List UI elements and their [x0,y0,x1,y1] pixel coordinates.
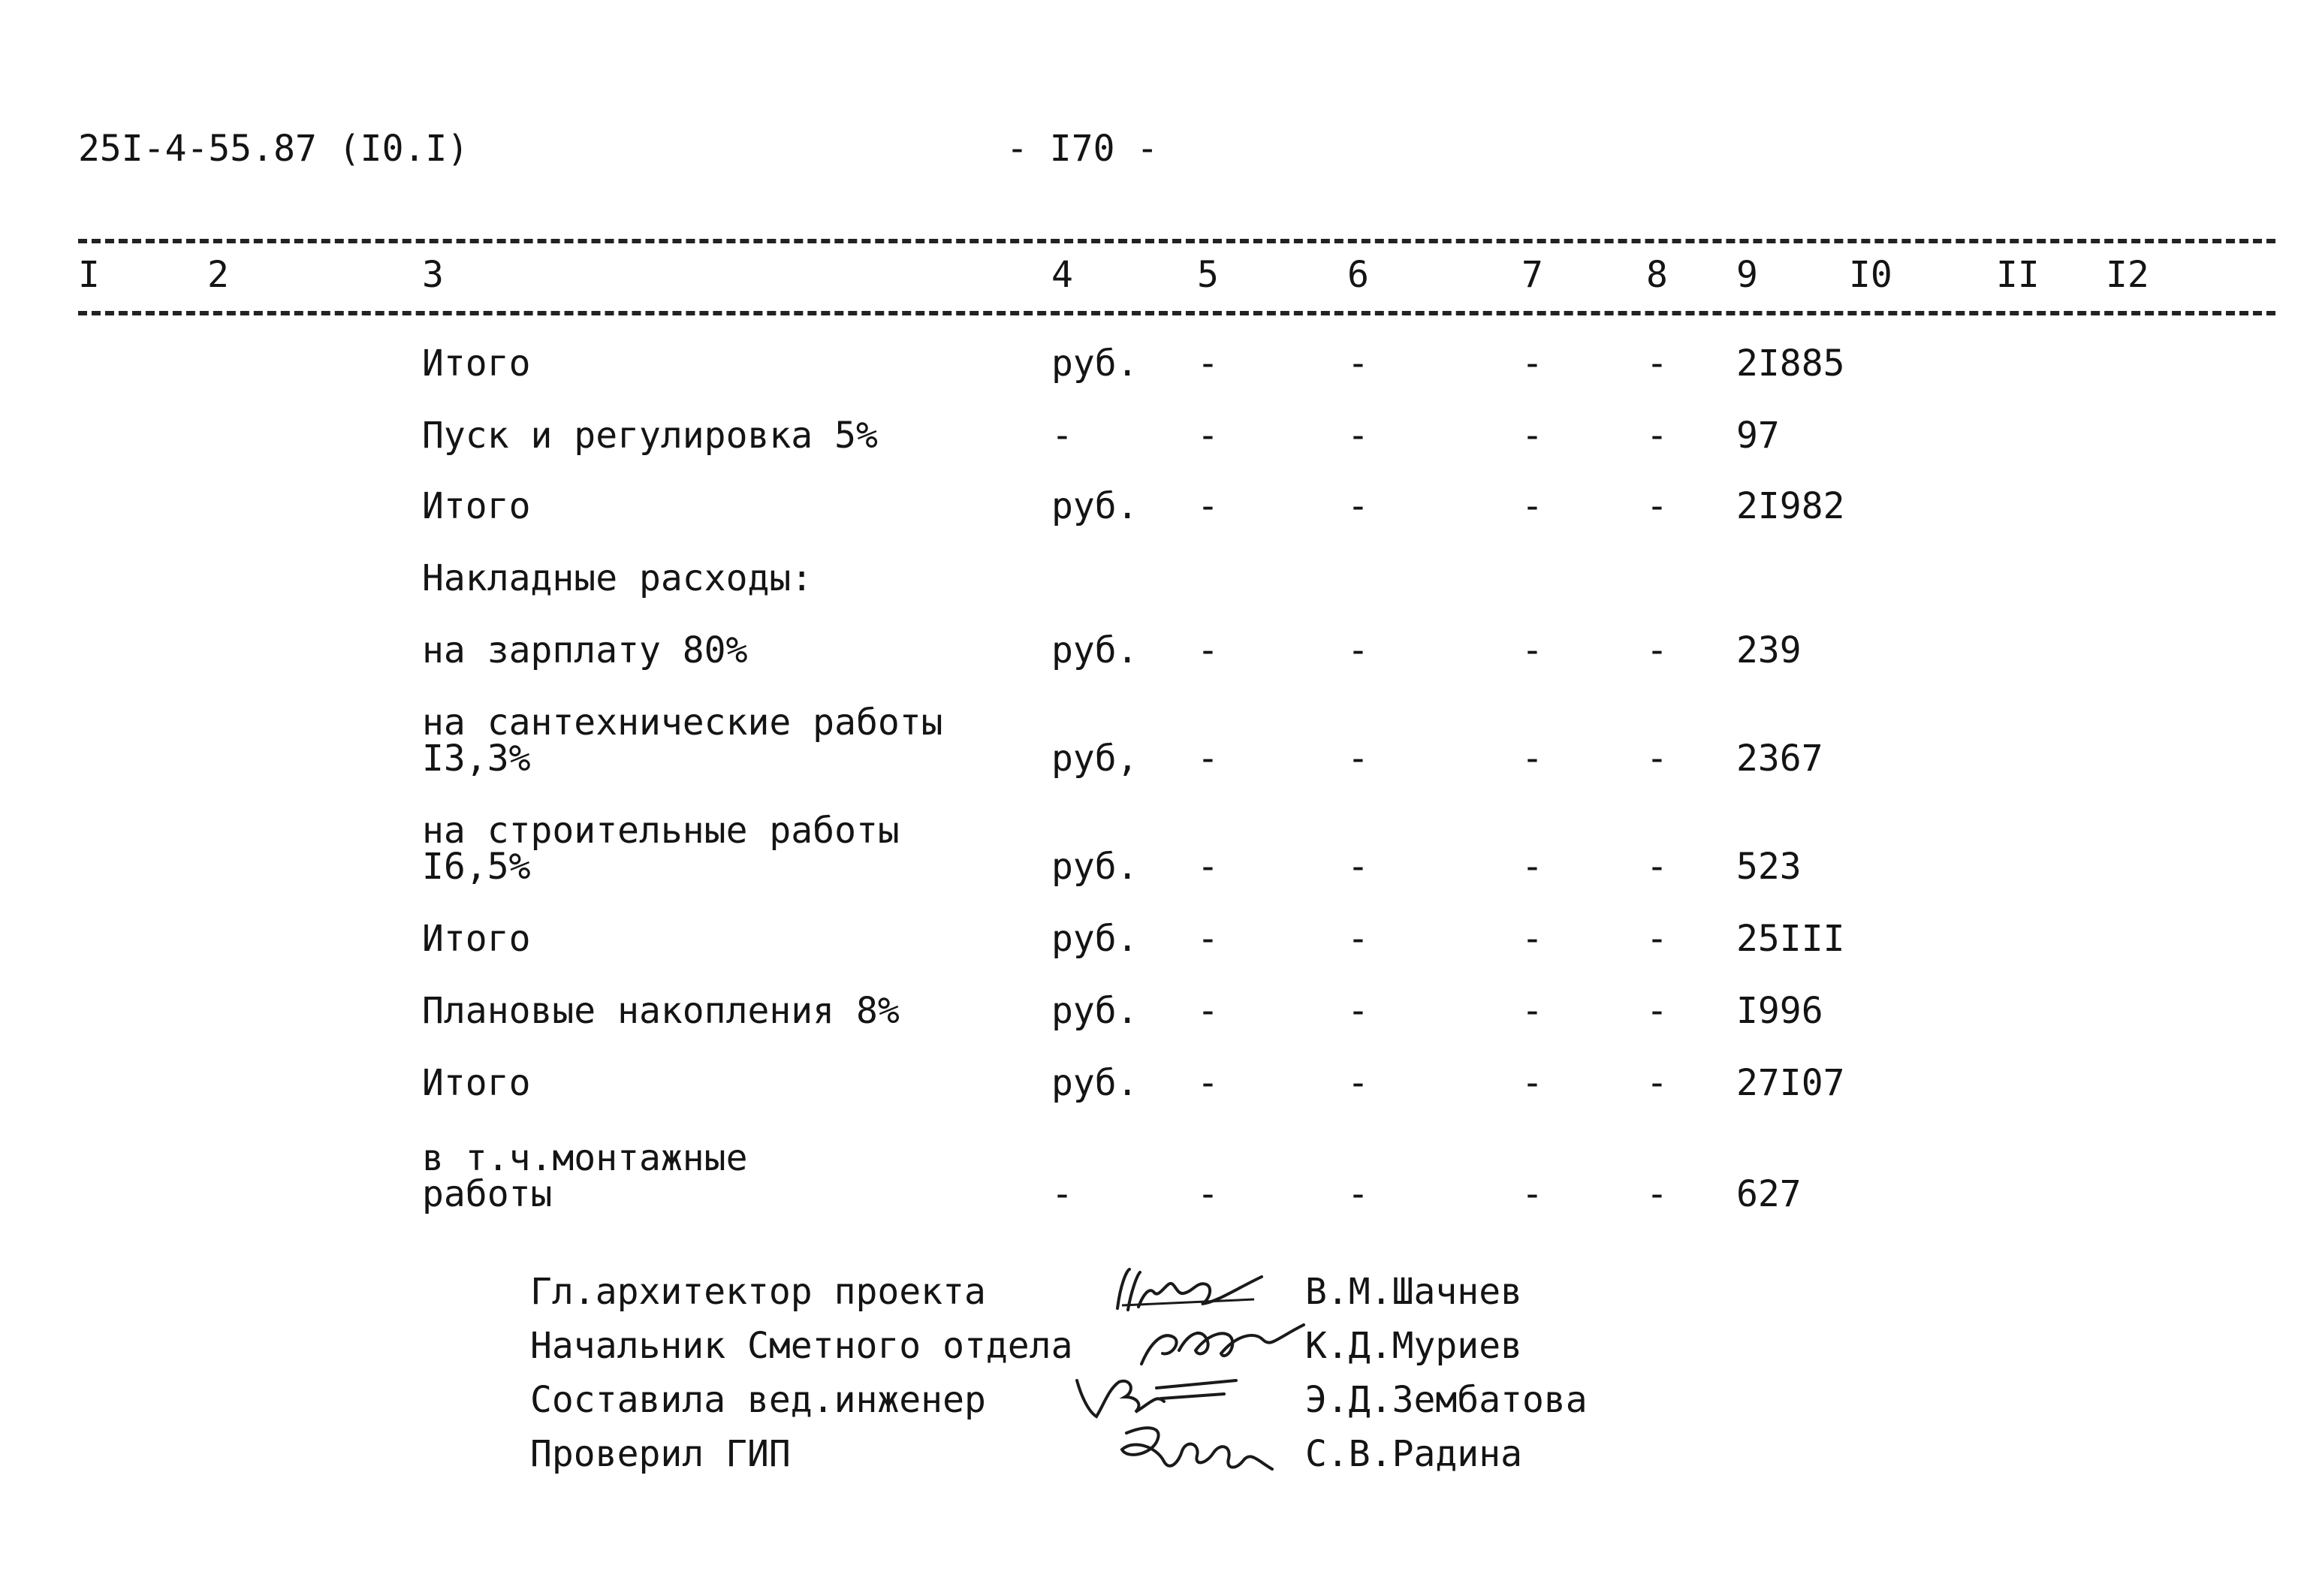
row-unit: руб. [1051,629,1138,671]
row-col9: 239 [1736,629,1802,671]
row-col8: - [1646,485,1668,527]
row-col6: - [1347,738,1369,780]
row-name: Итого [422,485,531,527]
row-col6: - [1347,629,1369,671]
row-col9: 627 [1736,1173,1802,1215]
row-unit: руб, [1051,738,1138,780]
row-col7: - [1521,1062,1543,1104]
row-unit: руб. [1051,846,1138,888]
row-col8: - [1646,415,1668,457]
row-col5: - [1197,990,1219,1032]
row-col6: - [1347,846,1369,888]
signatory-role: Проверил ГИП [530,1433,791,1475]
row-col7: - [1521,846,1543,888]
row-col6: - [1347,918,1369,960]
row-col7: - [1521,485,1543,527]
table-header-top-rule [78,239,2275,243]
row-name: Итого [422,1062,531,1104]
row-col8: - [1646,738,1668,780]
row-col8: - [1646,918,1668,960]
row-col9: 2I885 [1736,342,1845,385]
row-col5: - [1197,1173,1219,1215]
row-name: в т.ч.монтажные [422,1137,748,1179]
row-col5: - [1197,1062,1219,1104]
row-unit: руб. [1051,485,1138,527]
row-col7: - [1521,738,1543,780]
row-col7: - [1521,415,1543,457]
signatory-role: Начальник Сметного отдела [530,1325,1073,1367]
signatory-name: Э.Д.Зембатова [1305,1379,1588,1421]
row-col5: - [1197,342,1219,385]
row-col5: - [1197,415,1219,457]
row-col9: 25III [1736,918,1845,960]
row-col8: - [1646,1062,1668,1104]
row-col9: 2367 [1736,738,1823,780]
col-header-7: 7 [1521,254,1543,296]
row-col9: 2I982 [1736,485,1845,527]
col-header-1: I [78,254,100,296]
row-col5: - [1197,485,1219,527]
col-header-8: 8 [1646,254,1668,296]
row-col8: - [1646,342,1668,385]
col-header-4: 4 [1051,254,1073,296]
col-header-9: 9 [1736,254,1758,296]
row-col6: - [1347,415,1369,457]
signatory-name: С.В.Радина [1305,1433,1522,1475]
signatory-name: К.Д.Муриев [1305,1325,1522,1367]
row-col7: - [1521,990,1543,1032]
row-col6: - [1347,342,1369,385]
signatory-name: В.М.Шачнев [1305,1271,1522,1313]
row-col8: - [1646,1173,1668,1215]
row-unit: - [1051,1173,1073,1215]
row-col5: - [1197,629,1219,671]
row-name: Накладные расходы: [422,557,813,599]
row-unit: руб. [1051,918,1138,960]
row-col7: - [1521,918,1543,960]
row-name: Плановые накопления 8% [422,990,900,1032]
signatory-role: Составила вед.инженер [530,1379,986,1421]
row-col7: - [1521,342,1543,385]
row-col8: - [1646,990,1668,1032]
row-col8: - [1646,629,1668,671]
col-header-5: 5 [1197,254,1219,296]
table-header-bottom-rule [78,311,2275,315]
col-header-10: I0 [1849,254,1892,296]
row-unit: руб. [1051,342,1138,385]
handwritten-signature [1104,1416,1284,1484]
row-col5: - [1197,918,1219,960]
row-col5: - [1197,846,1219,888]
col-header-6: 6 [1347,254,1369,296]
row-col6: - [1347,1173,1369,1215]
col-header-11: II [1996,254,2040,296]
row-name: на сантехнические работы [422,701,943,744]
row-name-cont: I3,3% [422,738,531,780]
row-name: Пуск и регулировка 5% [422,415,878,457]
row-col9: I996 [1736,990,1823,1032]
row-unit: руб. [1051,990,1138,1032]
row-name-cont: работы [422,1173,553,1215]
row-unit: - [1051,415,1073,457]
row-name: на строительные работы [422,810,900,852]
handwritten-signature [1104,1262,1277,1322]
col-header-2: 2 [207,254,229,296]
document-code: 25I-4-55.87 (I0.I) [78,128,469,170]
row-col8: - [1646,846,1668,888]
page-number: - I70 - [1006,128,1159,170]
row-col6: - [1347,990,1369,1032]
row-unit: руб. [1051,1062,1138,1104]
row-col9: 97 [1736,415,1780,457]
row-col6: - [1347,485,1369,527]
row-name: на зарплату 80% [422,629,748,671]
col-header-3: 3 [422,254,444,296]
row-col9: 27I07 [1736,1062,1845,1104]
row-col5: - [1197,738,1219,780]
col-header-12: I2 [2106,254,2149,296]
signatory-role: Гл.архитектор проекта [530,1271,986,1313]
row-col6: - [1347,1062,1369,1104]
row-col9: 523 [1736,846,1802,888]
row-col7: - [1521,1173,1543,1215]
row-name: Итого [422,918,531,960]
row-name: Итого [422,342,531,385]
row-name-cont: I6,5% [422,846,531,888]
row-col7: - [1521,629,1543,671]
